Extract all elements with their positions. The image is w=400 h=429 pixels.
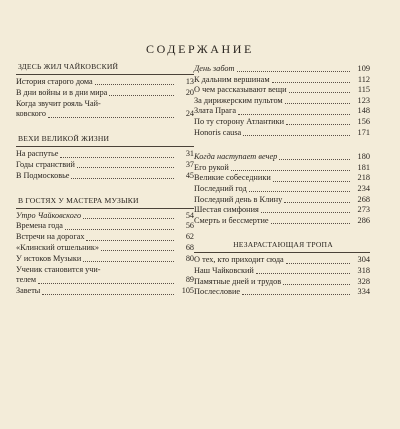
leader-dots [77,167,174,168]
entry-title-line1: Ученик становится учи- [16,264,101,274]
entry-page-number: 56 [185,221,194,231]
entry-title-line1: Когда звучит рояль Чай- [16,98,101,108]
entry-page-number: 62 [185,232,194,242]
toc-entry[interactable] [194,266,370,277]
entry-title: На распутье [16,149,59,159]
entry-title: Когда наступает вечер [194,152,278,162]
toc-entry[interactable] [194,163,370,174]
entry-page-number: 68 [185,242,194,252]
entry-title: К дальним вершинам [194,74,270,84]
section-rule [194,252,370,253]
leader-dots [83,218,174,219]
entry-page-number: 54 [185,210,194,220]
section-title: НЕЗАРАСТАЮЩАЯ ТРОПА [233,240,333,250]
toc-entry[interactable] [194,205,370,216]
entry-title-line2: телем [16,275,37,285]
entry-page-number: 13 [185,77,194,86]
entry-page-number: 181 [357,162,370,172]
entry-title: О чем рассказывают вещи [194,85,287,95]
entry-page-number: 180 [357,152,370,162]
toc-left-column [16,62,194,311]
entry-title: Смерть и бессмертие [194,215,269,225]
entry-page-number: 156 [357,116,370,126]
entry-title: В дни войны и в дни мира [16,87,108,97]
entry-title: Шестая симфония [194,205,259,215]
entry-line2 [16,275,194,286]
toc-entry[interactable] [194,216,370,227]
toc-entry[interactable] [194,277,370,288]
toc-entry[interactable] [16,232,194,243]
toc-entry[interactable] [194,85,370,96]
section-title: ВЕХИ ВЕЛИКОЙ ЖИЗНИ [18,134,110,144]
leader-dots [285,103,350,104]
leader-dots [286,263,350,264]
entry-title: Послесловие [194,287,241,297]
leader-dots [231,170,350,171]
entry-page-number: 89 [185,275,194,285]
leader-dots [279,159,350,160]
entry-title: Великие собеседники [194,173,271,183]
entry-title: Памятные дней и трудов [194,276,282,286]
entry-page-number: 31 [185,149,194,159]
entry-title-line2: ковского [16,109,47,119]
entry-page-number: 115 [357,85,370,95]
toc-entry[interactable] [194,255,370,266]
toc-entry[interactable] [16,243,194,254]
entry-title: Утро Чайковского [16,210,82,220]
toc-entry[interactable] [16,221,194,232]
leader-dots [273,181,350,182]
entry-page-number: 112 [357,74,370,84]
leader-dots [42,294,174,295]
entry-title: Последний день в Клину [194,194,283,204]
leader-dots [284,202,350,203]
left-section [16,196,194,297]
entry-page-number: 286 [357,215,370,225]
right-section [194,240,370,297]
entry-page-number: 328 [357,276,370,286]
entry-title: Honoris causa [194,127,242,137]
leader-dots [242,294,350,295]
toc-entry[interactable] [16,254,194,265]
entry-page-number: 304 [357,255,370,265]
leader-dots [283,284,350,285]
leader-dots [289,92,350,93]
toc-entry[interactable] [194,195,370,206]
entry-title: Времена года [16,221,63,231]
entry-title: Встречи на дорогах [16,232,85,242]
left-section [16,62,194,120]
toc-entry[interactable] [194,152,370,163]
toc-right-column [194,64,370,312]
toc-entry[interactable] [16,99,194,121]
section-title: ЗДЕСЬ ЖИЛ ЧАЙКОВСКИЙ [18,62,119,71]
section-title: В ГОСТЯХ У МАСТЕРА МУЗЫКИ [18,195,139,205]
toc-entry[interactable] [194,106,370,117]
entry-title: Годы странствий [16,159,75,169]
leader-dots [60,157,174,158]
right-section [194,152,370,226]
entry-title: Его рукой [194,162,229,172]
section-rule [16,146,194,147]
left-section [16,134,194,181]
section-rule [16,74,194,75]
entry-page-number: 45 [185,170,194,180]
entry-page-number: 24 [185,109,194,119]
leader-dots [271,223,350,224]
leader-dots [109,95,174,96]
entry-page-number: 109 [357,64,370,73]
toc-entry[interactable] [194,173,370,184]
entry-title: Заветы [16,286,41,296]
toc-entry[interactable] [16,77,194,88]
entry-page-number: 334 [357,287,370,297]
toc-entry[interactable] [16,211,194,222]
entry-page-number: 105 [181,286,194,296]
leader-dots [38,283,174,284]
leader-dots [249,191,350,192]
page-title: СОДЕРЖАНИЕ [146,42,254,56]
toc-entry[interactable] [194,64,370,75]
entry-page-number: 37 [185,159,194,169]
toc-entry[interactable] [194,117,370,128]
entry-title: Последний год [194,183,247,193]
entry-title: «Клинский отшельник» [16,242,99,252]
toc-entry[interactable] [194,287,370,298]
toc-entry[interactable] [16,88,194,99]
entry-page-number: 218 [357,173,370,183]
entry-title: Наш Чайковский [194,265,254,275]
entry-title: Злата Прага [194,106,237,116]
entry-title: За дирижерским пультом [194,95,283,105]
entry-page-number: 171 [357,127,370,137]
leader-dots [272,82,350,83]
entry-page-number: 80 [185,253,194,263]
leader-dots [83,261,174,262]
leader-dots [95,84,174,85]
toc-entry[interactable] [16,160,194,171]
leader-dots [48,117,174,118]
entry-page-number: 20 [185,87,194,97]
toc-entry[interactable] [16,149,194,160]
leader-dots [286,124,350,125]
toc-entry[interactable] [194,128,370,139]
toc-entry[interactable] [194,96,370,107]
toc-entry[interactable] [194,75,370,86]
entry-page-number: 234 [357,183,370,193]
section-rule [16,208,194,209]
entry-page-number: 268 [357,194,370,204]
leader-dots [101,250,174,251]
entry-title: По ту сторону Атлантики [194,116,285,126]
toc-entry[interactable] [194,184,370,195]
entry-title: День забот [194,64,235,73]
right-section [194,64,370,138]
entry-line2 [16,109,194,120]
entry-title: В Подмосковье [16,170,70,180]
entry-page-number: 318 [357,265,370,275]
leader-dots [238,114,350,115]
toc-entry[interactable] [16,286,194,297]
leader-dots [261,212,350,213]
leader-dots [71,178,174,179]
leader-dots [65,229,174,230]
leader-dots [86,240,174,241]
entry-title: У истоков Музыки [16,253,82,263]
leader-dots [256,273,350,274]
leader-dots [237,71,350,72]
entry-title: История старого дома [16,77,93,86]
entry-page-number: 123 [357,95,370,105]
entry-title: О тех, кто приходит сюда [194,255,284,265]
toc-entry[interactable] [16,171,194,182]
leader-dots [243,135,350,136]
entry-page-number: 148 [357,106,370,116]
entry-page-number: 273 [357,205,370,215]
toc-entry[interactable] [16,265,194,287]
